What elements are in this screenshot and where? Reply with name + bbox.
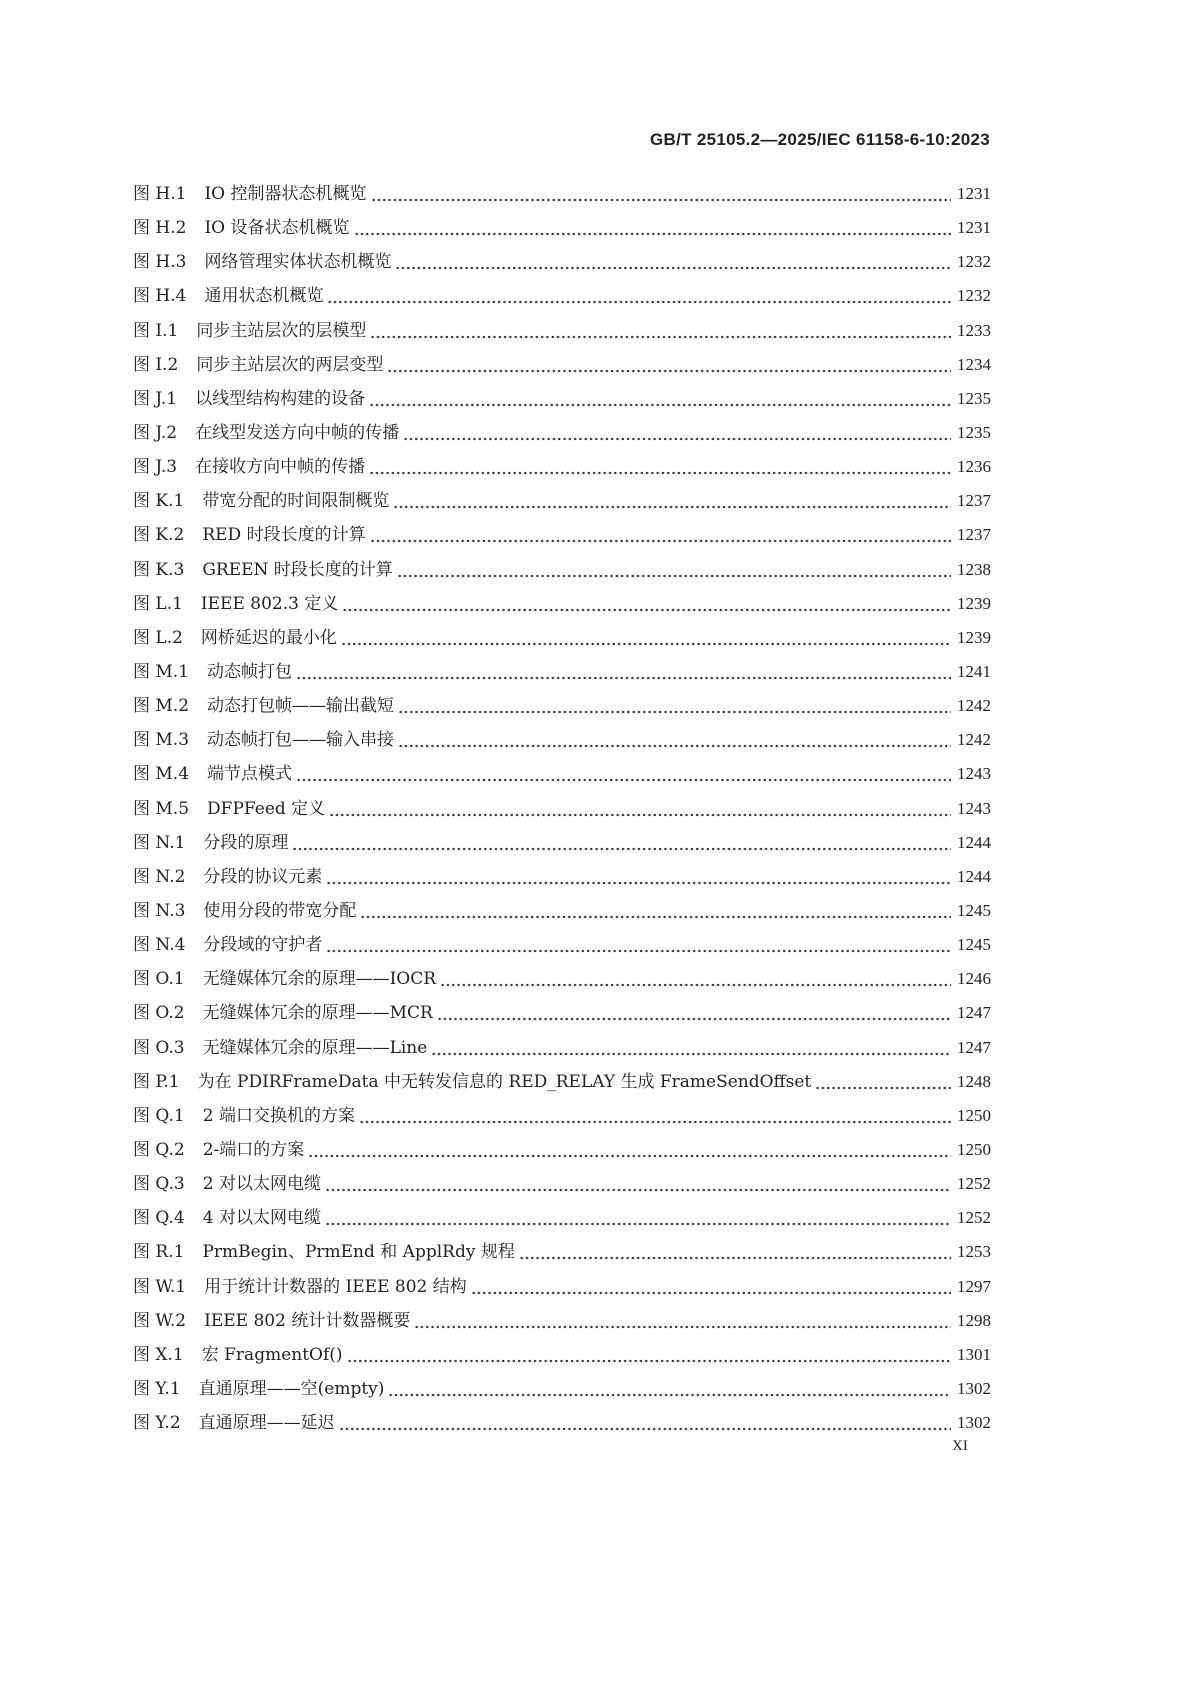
figure-title: 以线型结构构建的设备 <box>195 388 366 409</box>
toc-entry[interactable] <box>133 282 991 316</box>
dot-leader <box>398 710 951 714</box>
page-ref: 1241 <box>957 661 991 681</box>
figure-number: 图 L.1 <box>133 593 183 614</box>
toc-entry[interactable] <box>133 556 991 590</box>
dot-leader <box>388 1393 951 1397</box>
page-ref: 1236 <box>957 457 991 477</box>
page-ref: 1232 <box>957 286 991 306</box>
page-ref: 1239 <box>957 593 991 613</box>
document-header: GB/T 25105.2—2025/IEC 61158-6-10:2023 <box>650 130 990 149</box>
page-ref: 1297 <box>957 1276 991 1296</box>
dot-leader <box>296 778 951 782</box>
page-ref: 1253 <box>957 1242 991 1262</box>
toc-entry[interactable] <box>133 624 991 658</box>
figure-number: 图 N.1 <box>133 832 186 853</box>
toc-entry[interactable] <box>133 1273 991 1307</box>
figure-number: 图 K.1 <box>133 491 185 512</box>
figure-title: 网桥延迟的最小化 <box>200 627 337 648</box>
dot-leader <box>329 813 951 817</box>
figure-number: 图 Q.4 <box>133 1208 185 1229</box>
page-ref: 1247 <box>957 1003 991 1023</box>
figure-number: 图 L.2 <box>133 627 183 648</box>
toc-entry[interactable] <box>133 180 991 214</box>
dot-leader <box>326 881 951 885</box>
toc-entry[interactable] <box>133 1102 991 1136</box>
figure-number: 图 H.2 <box>133 218 187 239</box>
page-ref: 1302 <box>957 1413 991 1433</box>
figure-title: 同步主站层次的层模型 <box>196 320 367 341</box>
toc-entry[interactable] <box>133 1409 991 1443</box>
figure-number: 图 N.2 <box>133 866 186 887</box>
dot-leader <box>326 949 951 953</box>
page-ref: 1243 <box>957 764 991 784</box>
figure-number: 图 W.1 <box>133 1276 187 1297</box>
figure-title: 用于统计计数器的 IEEE 802 结构 <box>204 1276 467 1297</box>
dot-leader <box>369 471 951 475</box>
figure-title: 无缝媒体冗余的原理——IOCR <box>202 969 437 990</box>
page-ref: 1250 <box>957 1139 991 1159</box>
figure-title: 为在 PDIRFrameData 中无转发信息的 RED_RELAY 生成 FrameSendOffset <box>197 1071 812 1092</box>
figure-title: IEEE 802 统计计数器概要 <box>204 1310 411 1331</box>
dot-leader <box>325 1222 951 1226</box>
figure-title: 无缝媒体冗余的原理——MCR <box>202 1003 433 1024</box>
figure-number: 图 W.2 <box>133 1310 187 1331</box>
toc-entry[interactable] <box>133 351 991 385</box>
figure-number: 图 M.2 <box>133 696 190 717</box>
toc-entry[interactable] <box>133 453 991 487</box>
toc-entry[interactable] <box>133 1341 991 1375</box>
dot-leader <box>519 1256 951 1260</box>
figure-number: 图 Q.3 <box>133 1174 185 1195</box>
figure-number: 图 I.1 <box>133 320 179 341</box>
figure-number: 图 P.1 <box>133 1071 180 1092</box>
dot-leader <box>369 403 951 407</box>
page-ref: 1233 <box>957 320 991 340</box>
page-ref: 1244 <box>957 866 991 886</box>
dot-leader <box>325 1188 951 1192</box>
figure-title: 分段的原理 <box>203 832 289 853</box>
figure-number: 图 H.4 <box>133 286 187 307</box>
dot-leader <box>471 1291 951 1295</box>
figure-title: IEEE 802.3 定义 <box>200 593 339 614</box>
figure-number: 图 Y.2 <box>133 1413 181 1434</box>
figure-number: 图 I.2 <box>133 354 179 375</box>
figure-title: 通用状态机概览 <box>204 286 324 307</box>
toc-entry[interactable] <box>133 760 991 794</box>
dot-leader <box>327 300 951 304</box>
toc-entry[interactable] <box>133 1034 991 1068</box>
figure-title: 动态打包帧——输出截短 <box>207 696 395 717</box>
dot-leader <box>354 232 951 236</box>
figure-title: 同步主站层次的两层变型 <box>196 354 384 375</box>
figure-title: 分段的协议元素 <box>203 866 323 887</box>
toc-entry[interactable] <box>133 385 991 419</box>
toc-entry[interactable] <box>133 1204 991 1238</box>
figure-number: 图 H.1 <box>133 184 187 204</box>
figure-number: 图 N.3 <box>133 900 186 921</box>
figure-number: 图 Y.1 <box>133 1378 181 1399</box>
figure-number: 图 J.3 <box>133 457 178 478</box>
page-ref: 1235 <box>957 422 991 442</box>
figure-title: 在线型发送方向中帧的传播 <box>195 422 400 443</box>
figure-title: RED 时段长度的计算 <box>202 525 366 546</box>
toc-entry[interactable] <box>133 419 991 453</box>
toc-entry[interactable] <box>133 248 991 282</box>
page-ref: 1239 <box>957 627 991 647</box>
figure-number: 图 K.2 <box>133 525 185 546</box>
page-ref: 1298 <box>957 1310 991 1330</box>
page-ref: 1250 <box>957 1105 991 1125</box>
figure-number: 图 J.2 <box>133 422 178 443</box>
toc-entry[interactable] <box>133 1375 991 1409</box>
figure-number: 图 H.3 <box>133 252 187 273</box>
figure-title: 无缝媒体冗余的原理——Line <box>202 1037 428 1058</box>
figure-title: 动态帧打包 <box>207 661 293 682</box>
dot-leader <box>341 642 951 646</box>
toc-entry[interactable] <box>133 658 991 692</box>
dot-leader <box>371 198 951 202</box>
figure-title: 直通原理——空(empty) <box>198 1378 385 1399</box>
dot-leader <box>397 574 951 578</box>
dot-leader <box>370 335 951 339</box>
page-ref: 1244 <box>957 832 991 852</box>
dot-leader <box>431 1052 951 1056</box>
figure-number: 图 M.1 <box>133 661 190 682</box>
figure-title: GREEN 时段长度的计算 <box>202 559 393 580</box>
figure-list <box>133 180 991 1443</box>
dot-leader <box>393 505 951 509</box>
figure-number: 图 M.4 <box>133 764 190 785</box>
figure-number: 图 M.5 <box>133 798 190 819</box>
page-ref: 1302 <box>957 1378 991 1398</box>
toc-entry[interactable] <box>133 1068 991 1102</box>
figure-title: 2 端口交换机的方案 <box>202 1105 355 1126</box>
figure-number: 图 R.1 <box>133 1242 185 1263</box>
figure-number: 图 O.2 <box>133 1003 185 1024</box>
dot-leader <box>387 369 951 373</box>
figure-title: 直通原理——延迟 <box>198 1413 335 1434</box>
figure-title: IO 设备状态机概览 <box>204 218 350 239</box>
page-ref: 1237 <box>957 525 991 545</box>
page-ref: 1252 <box>957 1174 991 1194</box>
toc-entry[interactable] <box>133 726 991 760</box>
toc-entry[interactable] <box>133 795 991 829</box>
dot-leader <box>339 1427 951 1431</box>
figure-title: 4 对以太网电缆 <box>202 1208 321 1229</box>
figure-title: 网络管理实体状态机概览 <box>204 252 392 273</box>
figure-title: IO 控制器状态机概览 <box>204 184 367 204</box>
page-ref: 1245 <box>957 935 991 955</box>
toc-entry[interactable] <box>133 1136 991 1170</box>
figure-title: 宏 FragmentOf() <box>201 1344 343 1365</box>
figure-title: 分段域的守护者 <box>203 935 323 956</box>
dot-leader <box>403 437 951 441</box>
page-ref: 1245 <box>957 900 991 920</box>
dot-leader <box>308 1154 951 1158</box>
dot-leader <box>360 915 951 919</box>
figure-title: PrmBegin、PrmEnd 和 ApplRdy 规程 <box>202 1242 515 1263</box>
dot-leader <box>347 1359 951 1363</box>
dot-leader <box>395 266 951 270</box>
toc-entry[interactable] <box>133 1238 991 1272</box>
dot-leader <box>342 608 951 612</box>
figure-title: 在接收方向中帧的传播 <box>195 457 366 478</box>
page-ref: 1231 <box>957 218 991 238</box>
toc-entry[interactable] <box>133 214 991 248</box>
toc-entry[interactable] <box>133 829 991 863</box>
figure-number: 图 O.1 <box>133 969 185 990</box>
page-ref: 1238 <box>957 559 991 579</box>
page-ref: 1301 <box>957 1344 991 1364</box>
toc-entry[interactable] <box>133 487 991 521</box>
page-number: XI <box>952 1438 968 1454</box>
figure-title: 2-端口的方案 <box>202 1139 305 1160</box>
page-ref: 1247 <box>957 1037 991 1057</box>
figure-title: DFPFeed 定义 <box>207 798 326 819</box>
page-ref: 1242 <box>957 730 991 750</box>
toc-entry[interactable] <box>133 521 991 555</box>
page-ref: 1252 <box>957 1208 991 1228</box>
toc-entry[interactable] <box>133 1307 991 1341</box>
dot-leader <box>370 539 951 543</box>
toc-entry[interactable] <box>133 897 991 931</box>
page-ref: 1246 <box>957 969 991 989</box>
figure-number: 图 X.1 <box>133 1344 184 1365</box>
figure-title: 使用分段的带宽分配 <box>203 900 357 921</box>
toc-entry[interactable] <box>133 863 991 897</box>
toc-entry[interactable] <box>133 692 991 726</box>
dot-leader <box>296 676 951 680</box>
page-ref: 1235 <box>957 388 991 408</box>
page-ref: 1243 <box>957 798 991 818</box>
dot-leader <box>815 1086 951 1090</box>
figure-number: 图 Q.1 <box>133 1105 185 1126</box>
toc-entry[interactable] <box>133 590 991 624</box>
toc-entry[interactable] <box>133 965 991 999</box>
page-ref: 1237 <box>957 491 991 511</box>
dot-leader <box>359 1120 951 1124</box>
page-ref: 1248 <box>957 1071 991 1091</box>
dot-leader <box>292 847 951 851</box>
dot-leader <box>414 1325 951 1329</box>
page-ref: 1234 <box>957 354 991 374</box>
dot-leader <box>437 1017 951 1021</box>
figure-number: 图 O.3 <box>133 1037 185 1058</box>
figure-number: 图 M.3 <box>133 730 190 751</box>
page-ref: 1232 <box>957 252 991 272</box>
toc-entry[interactable] <box>133 1170 991 1204</box>
figure-title: 2 对以太网电缆 <box>202 1174 321 1195</box>
figure-number: 图 K.3 <box>133 559 185 580</box>
figure-title: 端节点模式 <box>207 764 293 785</box>
figure-number: 图 N.4 <box>133 935 186 956</box>
page-ref: 1231 <box>957 184 991 203</box>
dot-leader <box>398 744 951 748</box>
toc-entry[interactable] <box>133 317 991 351</box>
toc-entry[interactable] <box>133 931 991 965</box>
page-ref: 1242 <box>957 696 991 716</box>
figure-title: 动态帧打包——输入串接 <box>207 730 395 751</box>
dot-leader <box>440 983 951 987</box>
figure-number: 图 Q.2 <box>133 1139 185 1160</box>
figure-title: 带宽分配的时间限制概览 <box>202 491 390 512</box>
toc-entry[interactable] <box>133 999 991 1033</box>
figure-number: 图 J.1 <box>133 388 178 409</box>
